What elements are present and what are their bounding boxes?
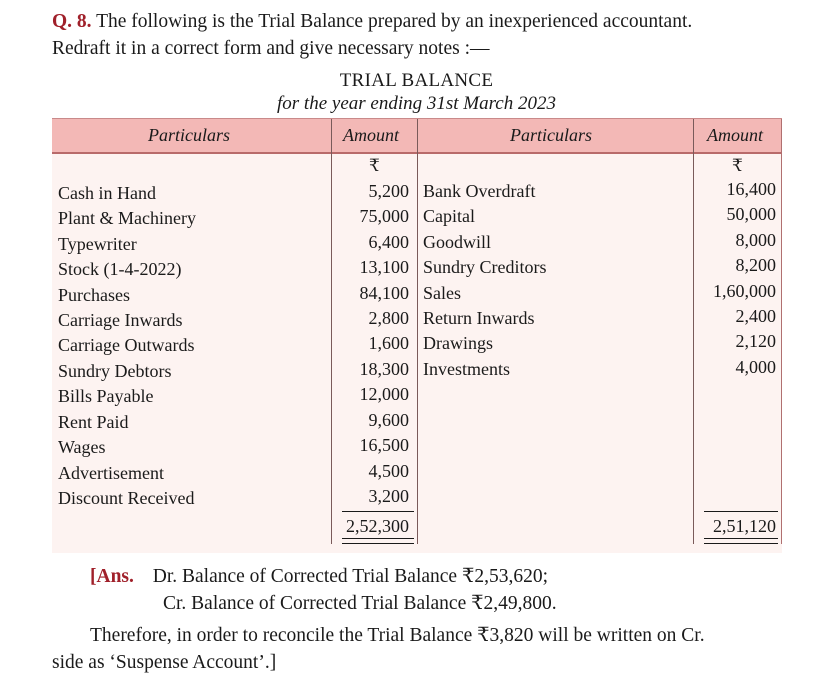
- right-particular: Bank Overdraft: [423, 181, 536, 201]
- divider: [417, 119, 418, 544]
- right-amount: 50,000: [726, 204, 776, 224]
- header-left-amount: Amount: [343, 125, 399, 145]
- question: [52, 8, 822, 62]
- left-amount: 75,000: [359, 206, 409, 226]
- left-amount: 18,300: [359, 359, 409, 379]
- answer-line-1: [52, 563, 822, 590]
- left-amount: 9,600: [368, 410, 409, 430]
- answer-dr-balance: Dr. Balance of Corrected Trial Balance ₹2,53,620;: [152, 566, 549, 587]
- right-amount: 4,000: [735, 357, 776, 377]
- left-amount: 84,100: [359, 283, 409, 303]
- question-line-1: [52, 8, 822, 35]
- left-particular: Carriage Outwards: [58, 335, 195, 355]
- left-amount: 1,600: [368, 333, 409, 353]
- right-particular: Goodwill: [423, 232, 492, 252]
- left-particular: Purchases: [58, 285, 130, 305]
- total-double-rule-left: [342, 538, 414, 544]
- right-particular: Sales: [423, 283, 461, 303]
- left-amount: 5,200: [368, 181, 409, 201]
- answer-reconcile-text: Therefore, in order to reconcile the Trial Balance ₹3,820 will be written on Cr.: [90, 625, 705, 646]
- right-amount: 2,400: [735, 306, 776, 326]
- right-total: 2,51,120: [713, 516, 776, 536]
- header-right-amount: Amount: [707, 125, 763, 145]
- left-particular: Wages: [58, 437, 106, 457]
- divider: [693, 119, 694, 544]
- left-particular: Discount Received: [58, 488, 195, 508]
- answer-label: [Ans.: [90, 566, 134, 587]
- left-amount: 13,100: [359, 257, 409, 277]
- trial-balance-title: TRIAL BALANCE: [339, 70, 494, 91]
- left-amount: 12,000: [359, 384, 409, 404]
- right-amount: 8,200: [735, 255, 776, 275]
- right-amount: 16,400: [726, 179, 776, 199]
- right-amount: 2,120: [735, 331, 776, 351]
- trial-balance-subtitle: for the year ending 31st March 2023: [277, 93, 556, 114]
- right-amount: 8,000: [735, 230, 776, 250]
- left-amount: 6,400: [368, 232, 409, 252]
- right-amount: 1,60,000: [713, 281, 776, 301]
- rupee-symbol-right: ₹: [732, 156, 743, 175]
- right-particular: Sundry Creditors: [423, 257, 547, 277]
- rupee-symbol-left: ₹: [369, 156, 380, 175]
- left-particular: Rent Paid: [58, 412, 129, 432]
- right-particular: Capital: [423, 206, 475, 226]
- total-rule-top-right: [704, 511, 778, 512]
- left-particular: Plant & Machinery: [58, 208, 196, 228]
- answer: [52, 563, 822, 676]
- question-text-1: The following is the Trial Balance prepared by an inexperienced accountant.: [96, 11, 693, 32]
- left-particular: Cash in Hand: [58, 183, 156, 203]
- question-number: Q. 8.: [52, 11, 92, 32]
- left-amount: 2,800: [368, 308, 409, 328]
- left-amount: 4,500: [368, 461, 409, 481]
- header-right-particulars: Particulars: [510, 125, 593, 145]
- left-particular: Carriage Inwards: [58, 310, 183, 330]
- right-particular: Drawings: [423, 333, 493, 353]
- right-particular: Return Inwards: [423, 308, 535, 328]
- left-particular: Bills Payable: [58, 386, 154, 406]
- divider: [781, 119, 782, 544]
- left-particular: Advertisement: [58, 463, 164, 483]
- left-total: 2,52,300: [346, 516, 409, 536]
- answer-cr-balance: Cr. Balance of Corrected Trial Balance ₹2,49,800.: [163, 593, 557, 614]
- total-double-rule-right: [704, 538, 778, 544]
- left-amount: 16,500: [359, 435, 409, 455]
- left-particular: Sundry Debtors: [58, 361, 172, 381]
- divider: [331, 119, 332, 544]
- total-rule-top-left: [342, 511, 414, 512]
- left-particular: Stock (1-4-2022): [58, 259, 182, 279]
- left-amount: 3,200: [368, 486, 409, 506]
- question-text-2: Redraft it in a correct form and give necessary notes :—: [52, 38, 490, 59]
- trial-balance-table: [52, 118, 782, 553]
- right-particular: Investments: [423, 359, 510, 379]
- answer-suspense-text: side as ‘Suspense Account’.]: [52, 652, 277, 673]
- header-left-particulars: Particulars: [148, 125, 231, 145]
- left-particular: Typewriter: [58, 234, 137, 254]
